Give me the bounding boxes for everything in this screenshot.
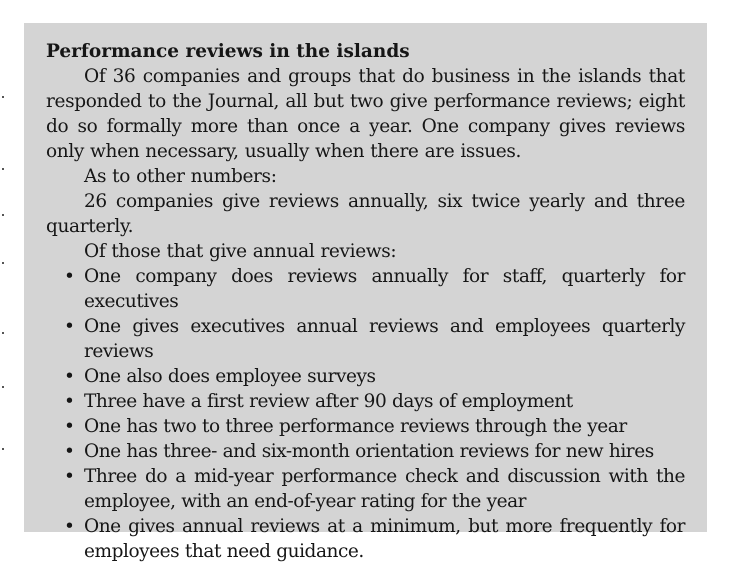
list-item bbox=[46, 414, 685, 439]
bullet-dot-icon: • bbox=[64, 441, 75, 462]
intro-paragraph: Of 36 companies and groups that do business in the islands that responded to the Journal, all but two give performance reviews; eight do so formally more than once a year. One company gives reviews only when necessary, usually when there are issues. bbox=[46, 66, 685, 162]
list-item-text: One gives annual reviews at a minimum, but more frequently for employees that need guidance. bbox=[84, 516, 685, 562]
page-edge-marks bbox=[0, 0, 6, 556]
list-item bbox=[46, 514, 685, 564]
bullet-dot-icon: • bbox=[64, 516, 75, 537]
list-item bbox=[46, 389, 685, 414]
bullet-dot-icon: • bbox=[64, 416, 75, 437]
list-item bbox=[46, 364, 685, 389]
annual-lead-paragraph: Of those that give annual reviews: bbox=[84, 241, 397, 262]
list-item bbox=[46, 439, 685, 464]
list-item-text: One has three- and six-month orientation reviews for new hires bbox=[84, 441, 654, 462]
list-item-text: Three do a mid-year performance check and discussion with the employee, with an end-of-year rating for the year bbox=[84, 466, 685, 512]
list-item-text: One has two to three performance reviews through the year bbox=[84, 416, 627, 437]
sidebar-box bbox=[24, 23, 707, 562]
list-item-text: One also does employee surveys bbox=[84, 366, 376, 387]
list-item bbox=[46, 314, 685, 364]
list-item-text: Three have a first review after 90 days of employment bbox=[84, 391, 573, 412]
numbers-lead-paragraph: As to other numbers: bbox=[84, 166, 277, 187]
box-title: Performance reviews in the islands bbox=[46, 41, 410, 62]
list-item bbox=[46, 264, 685, 314]
list-item-text: One company does reviews annually for staff, quarterly for executives bbox=[84, 266, 685, 312]
bullet-dot-icon: • bbox=[64, 316, 75, 337]
list-item bbox=[46, 464, 685, 514]
annual-review-list bbox=[46, 264, 685, 564]
bullet-dot-icon: • bbox=[64, 391, 75, 412]
bullet-dot-icon: • bbox=[64, 466, 75, 487]
counts-paragraph: 26 companies give reviews annually, six twice yearly and three quarterly. bbox=[46, 191, 685, 237]
bullet-dot-icon: • bbox=[64, 366, 75, 387]
list-item-text: One gives executives annual reviews and employees quarterly reviews bbox=[84, 316, 685, 362]
bullet-dot-icon: • bbox=[64, 266, 75, 287]
